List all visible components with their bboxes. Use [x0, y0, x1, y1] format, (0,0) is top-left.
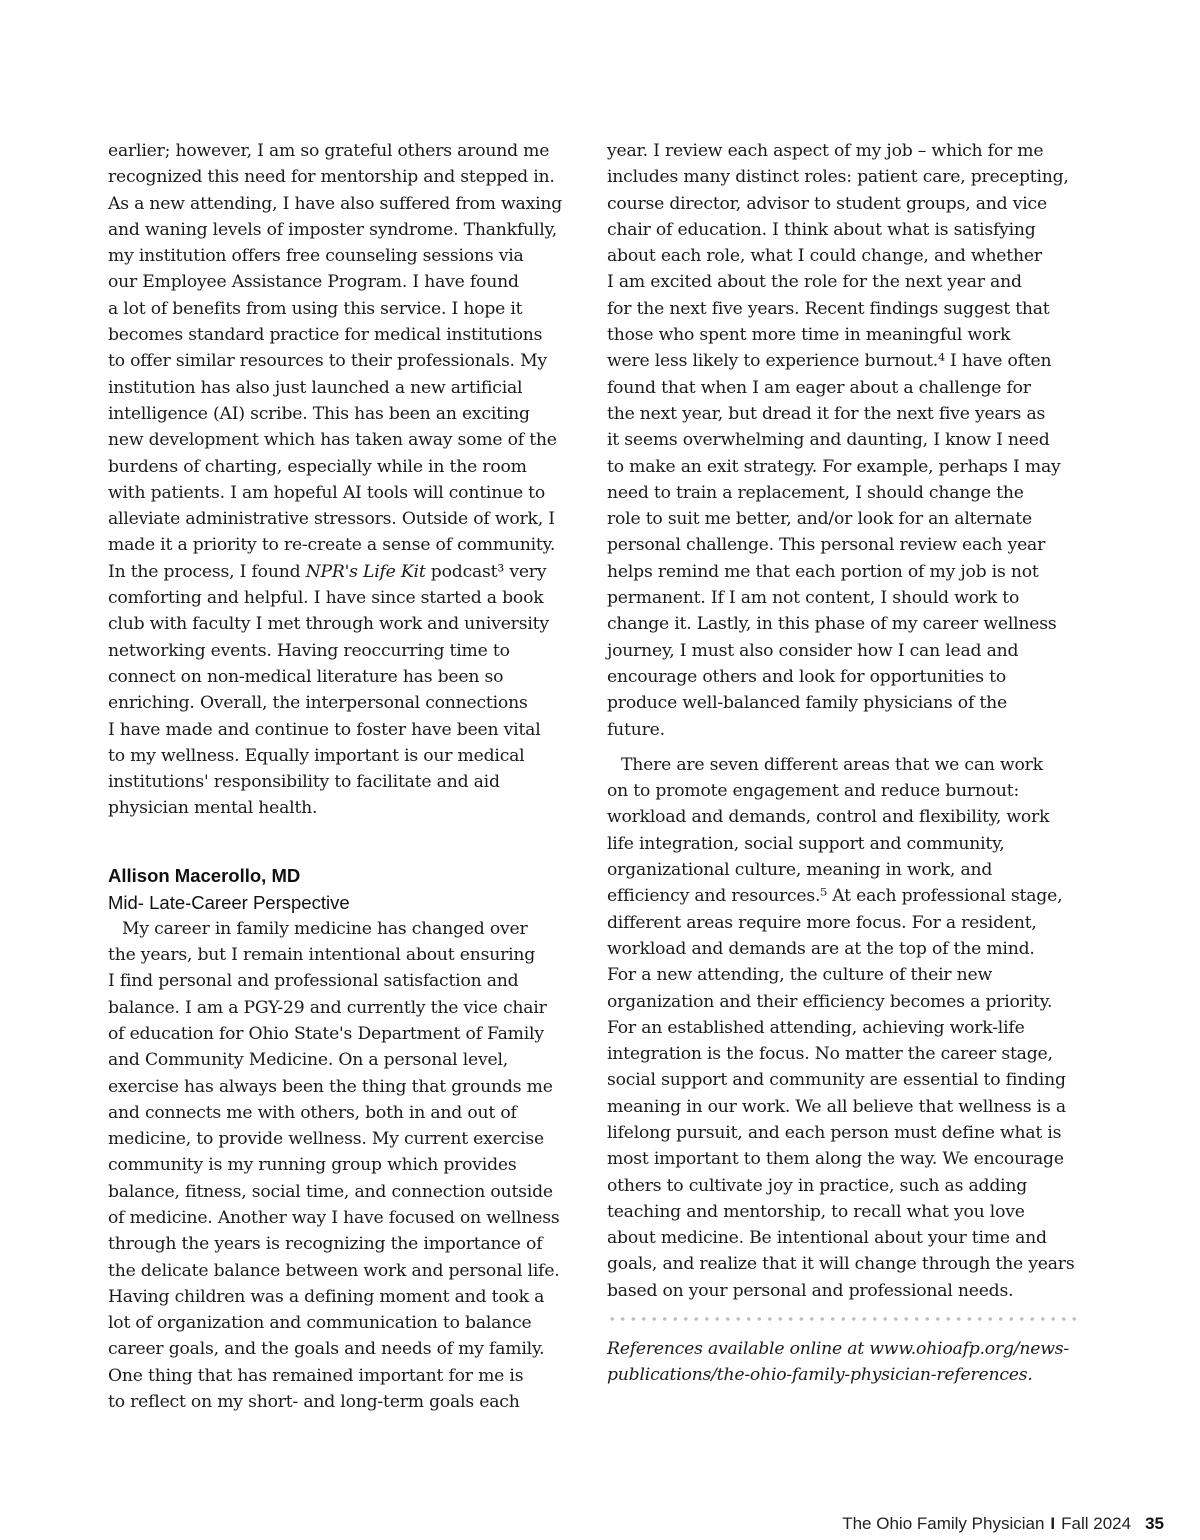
publication-name: The Ohio Family Physician [842, 1514, 1045, 1533]
text-line: found that when I am eager about a challenge for [607, 377, 1031, 398]
text-line: workload and demands, control and flexibility, work [607, 807, 1050, 828]
text-line: club with faculty I met through work and university [108, 614, 549, 635]
text-line: As a new attending, I have also suffered from waxing [108, 193, 563, 214]
text-line: efficiency and resources.⁵ At each professional stage, [607, 886, 1063, 907]
text-line: institution has also just launched a new artificial [108, 377, 523, 398]
text-line: the next year, but dread it for the next five years as [607, 403, 1046, 424]
paragraph-continued-end [108, 585, 584, 822]
text-line: and waning levels of imposter syndrome. Thankfully, [108, 219, 558, 240]
text-line: balance, fitness, social time, and connection outside [108, 1181, 553, 1202]
text-line: connect on non-medical literature has been so [108, 666, 504, 687]
text-line: the delicate balance between work and personal life. [108, 1260, 560, 1281]
footer-separator: I [1050, 1514, 1056, 1533]
text-line: My career in family medicine has changed over [122, 918, 528, 939]
text-line: permanent. If I am not content, I should work to [607, 588, 1020, 609]
author-paragraph [108, 916, 584, 1416]
text-line: helps remind me that each portion of my job is not [607, 561, 1039, 582]
text-line: includes many distinct roles: patient care, precepting, [607, 167, 1069, 188]
text-line: of education for Ohio State's Department of Family [108, 1023, 544, 1044]
text-line: year. I review each aspect of my job – which for me [607, 141, 1044, 161]
text-line: journey, I must also consider how I can lead and [607, 640, 1019, 661]
text-line: earlier; however, I am so grateful others around me [108, 141, 550, 161]
page-number: 35 [1145, 1514, 1164, 1533]
text-line: new development which has taken away some of the [108, 430, 557, 451]
text-line: chair of education. I think about what is satisfying [607, 219, 1036, 240]
text-line: For a new attending, the culture of their new [607, 965, 993, 986]
text-line: For an established attending, achieving work-life [607, 1017, 1025, 1038]
text-line: lot of organization and communication to balance [108, 1313, 532, 1334]
text-line: exercise has always been the thing that grounds me [108, 1076, 553, 1097]
text-line: with patients. I am hopeful AI tools will continue to [108, 482, 546, 503]
text-line: Having children was a defining moment and took a [108, 1286, 545, 1307]
text-line: One thing that has remained important for me is [108, 1365, 524, 1386]
text-line: through the years is recognizing the importance of [108, 1234, 543, 1255]
text-line: role to suit me better, and/or look for an alternate [607, 509, 1032, 530]
text-line: I am excited about the role for the next year and [607, 272, 1022, 293]
text-line: recognized this need for mentorship and stepped in. [108, 167, 555, 188]
text-line: balance. I am a PGY-29 and currently the vice chair [108, 997, 547, 1018]
text-line: There are seven different areas that we can work [621, 754, 1043, 775]
podcast-line [108, 559, 584, 585]
paragraph-review [607, 138, 1083, 743]
text-line: meaning in our work. We all believe that wellness is a [607, 1096, 1066, 1117]
text-line: and Community Medicine. On a personal level, [108, 1050, 509, 1071]
right-column [607, 138, 1083, 1389]
text-line: were less likely to experience burnout.⁴ I have often [607, 351, 1052, 372]
reference-line: References available online at www.ohioafp.org/news- [607, 1339, 1069, 1360]
references-note [607, 1336, 1083, 1389]
text-line: I find personal and professional satisfaction and [108, 971, 519, 992]
text-line: need to train a replacement, I should change the [607, 482, 1024, 503]
text-line: course director, advisor to student groups, and vice [607, 193, 1047, 214]
text-line: our Employee Assistance Program. I have found [108, 272, 519, 293]
text-line: goals, and realize that it will change through the years [607, 1254, 1075, 1275]
dotted-divider [607, 1316, 1079, 1322]
text-line: burdens of charting, especially while in the room [108, 456, 527, 477]
text-line: I have made and continue to foster have been vital [108, 719, 541, 740]
text-line: comforting and helpful. I have since started a book [108, 588, 544, 609]
text-line: personal challenge. This personal review each year [607, 535, 1046, 556]
text-line: it seems overwhelming and daunting, I know I need [607, 430, 1050, 451]
paragraph-seven-areas [607, 752, 1083, 1304]
text-line: intelligence (AI) scribe. This has been an exciting [108, 403, 530, 424]
text-line: about each role, what I could change, and whether [607, 246, 1042, 267]
text-line: to make an exit strategy. For example, perhaps I may [607, 456, 1061, 477]
text-line: community is my running group which provides [108, 1155, 517, 1176]
text-line: to reflect on my short- and long-term goals each [108, 1392, 520, 1413]
text-line: and connects me with others, both in and out of [108, 1102, 517, 1123]
text-line: for the next five years. Recent findings suggest that [607, 298, 1050, 319]
text-line: different areas require more focus. For a resident, [607, 912, 1037, 933]
text-line: organization and their efficiency becomes a priority. [607, 991, 1053, 1012]
text-line: organizational culture, meaning in work, and [607, 860, 993, 881]
text-line: career goals, and the goals and needs of my family. [108, 1339, 545, 1360]
text-line: enriching. Overall, the interpersonal connections [108, 693, 528, 714]
text-line: alleviate administrative stressors. Outside of work, I [108, 509, 555, 530]
text-line: social support and community are essential to finding [607, 1070, 1066, 1091]
author-name: Allison Macerollo, MD [108, 864, 301, 886]
paragraph-continued [108, 138, 584, 559]
text-line: networking events. Having reoccurring time to [108, 640, 510, 661]
page-footer [780, 1514, 1164, 1534]
text-line: medicine, to provide wellness. My current exercise [108, 1129, 544, 1150]
text-line: lifelong pursuit, and each person must define what is [607, 1122, 1062, 1143]
text-line: made it a priority to re-create a sense of community. [108, 535, 556, 556]
podcast-line-text: In the process, I found [108, 561, 306, 582]
text-line: those who spent more time in meaningful work [607, 325, 1011, 346]
text-line: integration is the focus. No matter the career stage, [607, 1044, 1053, 1065]
text-line: life integration, social support and community, [607, 833, 1005, 854]
text-line: physician mental health. [108, 798, 318, 819]
text-line: a lot of benefits from using this service. I hope it [108, 298, 523, 319]
text-line: of medicine. Another way I have focused on wellness [108, 1207, 560, 1228]
text-line: change it. Lastly, in this phase of my career wellness [607, 614, 1057, 635]
reference-line: publications/the-ohio-family-physician-references. [607, 1365, 1033, 1386]
text-line: encourage others and look for opportunities to [607, 666, 1006, 687]
text-line: becomes standard practice for medical institutions [108, 325, 543, 346]
text-line: based on your personal and professional needs. [607, 1280, 1014, 1301]
text-line: institutions' responsibility to facilitate and aid [108, 772, 500, 793]
text-line: future. [607, 719, 665, 740]
text-line: on to promote engagement and reduce burnout: [607, 781, 1020, 802]
text-line: to my wellness. Equally important is our medical [108, 745, 525, 766]
text-line: teaching and mentorship, to recall what you love [607, 1201, 1025, 1222]
author-perspective: Mid- Late-Career Perspective [108, 891, 350, 913]
issue-label: Fall 2024 [1061, 1514, 1132, 1533]
text-line: workload and demands are at the top of the mind. [607, 938, 1035, 959]
text-line: to offer similar resources to their professionals. My [108, 351, 547, 372]
text-line: the years, but I remain intentional about ensuring [108, 945, 536, 966]
text-line: others to cultivate joy in practice, such as adding [607, 1175, 1028, 1196]
text-line: my institution offers free counseling sessions via [108, 246, 524, 267]
text-line: most important to them along the way. We encourage [607, 1149, 1064, 1170]
podcast-line-tail: podcast³ very [425, 561, 547, 582]
podcast-title: NPR's Life Kit [305, 561, 426, 582]
text-line: produce well-balanced family physicians of the [607, 693, 1007, 714]
text-line: about medicine. Be intentional about your time and [607, 1228, 1047, 1249]
left-column [108, 138, 584, 1415]
